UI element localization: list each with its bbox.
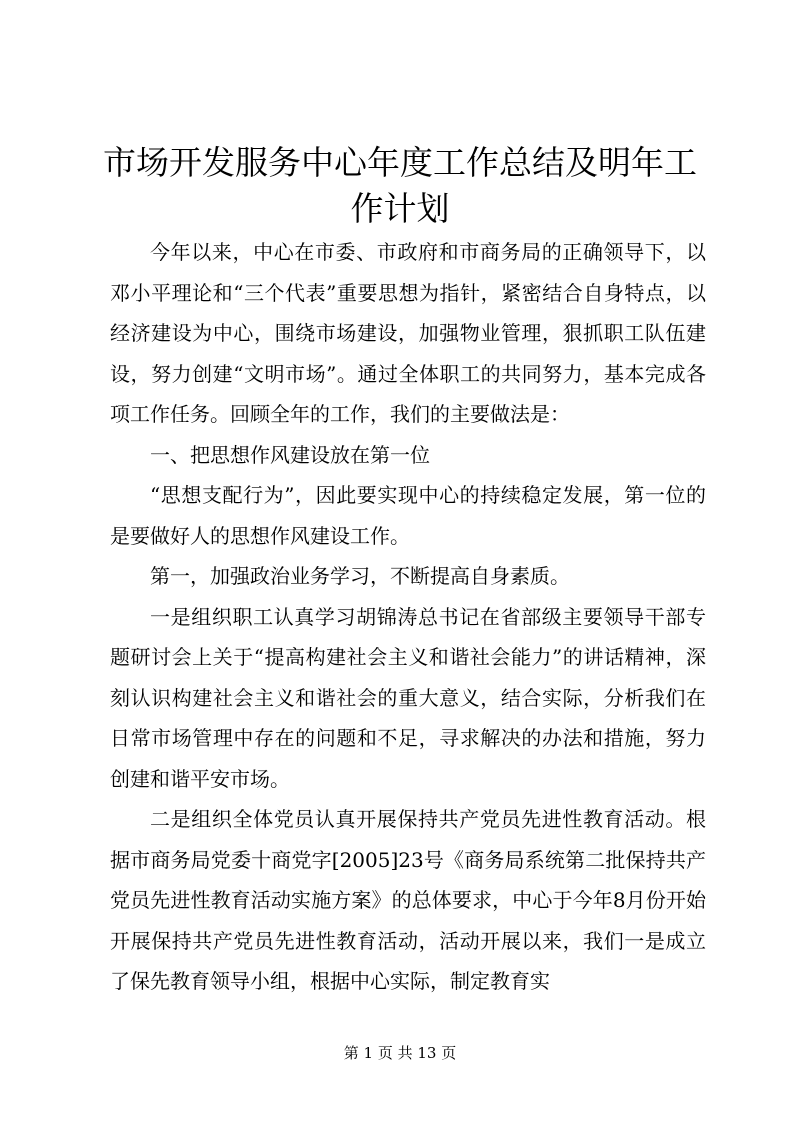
paragraph-item-one: 一是组织职工认真学习胡锦涛总书记在省部级主要领导干部专题研讨会上关于“提高构建社会主义和谐社会能力”的讲话精神，深刻认识构建社会主义和谐社会的重大意义，结合实际，分析我们在日常市场管理中存在的问题和不足，寻求解决的办法和措施，努力创建和谐平安市场。 bbox=[110, 604, 706, 791]
document-body bbox=[110, 232, 706, 1002]
section-heading-1: 一、把思想作风建设放在第一位 bbox=[150, 442, 430, 467]
subheading-first: 第一，加强政治业务学习，不断提高自身素质。 bbox=[150, 564, 570, 588]
paragraph-thought: “思想支配行为”，因此要实现中心的持续稳定发展，第一位的是要做好人的思想作风建设工作。 bbox=[110, 483, 706, 548]
paragraph-intro: 今年以来，中心在市委、市政府和市商务局的正确领导下，以邓小平理论和“三个代表”重要思想为指针，紧密结合自身特点，以经济建设为中心，围绕市场建设，加强物业管理，狠抓职工队伍建设，努力创建“文明市场”。通过全体职工的共同努力，基本完成各项工作任务。回顾全年的工作，我们的主要做法是： bbox=[110, 240, 706, 426]
paragraph-item-two: 二是组织全体党员认真开展保持共产党员先进性教育活动。根据市商务局党委十商党字[2005]23号《商务局系统第二批保持共产党员先进性教育活动实施方案》的总体要求，中心于今年8月份开始开展保持共产党员先进性教育活动，活动开展以来，我们一是成立了保先教育领导小组，根据中心实际，制定教育实 bbox=[110, 807, 706, 993]
page-number-footer: 第 1 页 共 13 页 bbox=[343, 1044, 457, 1062]
document-title: 市场开发服务中心年度工作总结及明年工作计划 bbox=[103, 143, 697, 228]
